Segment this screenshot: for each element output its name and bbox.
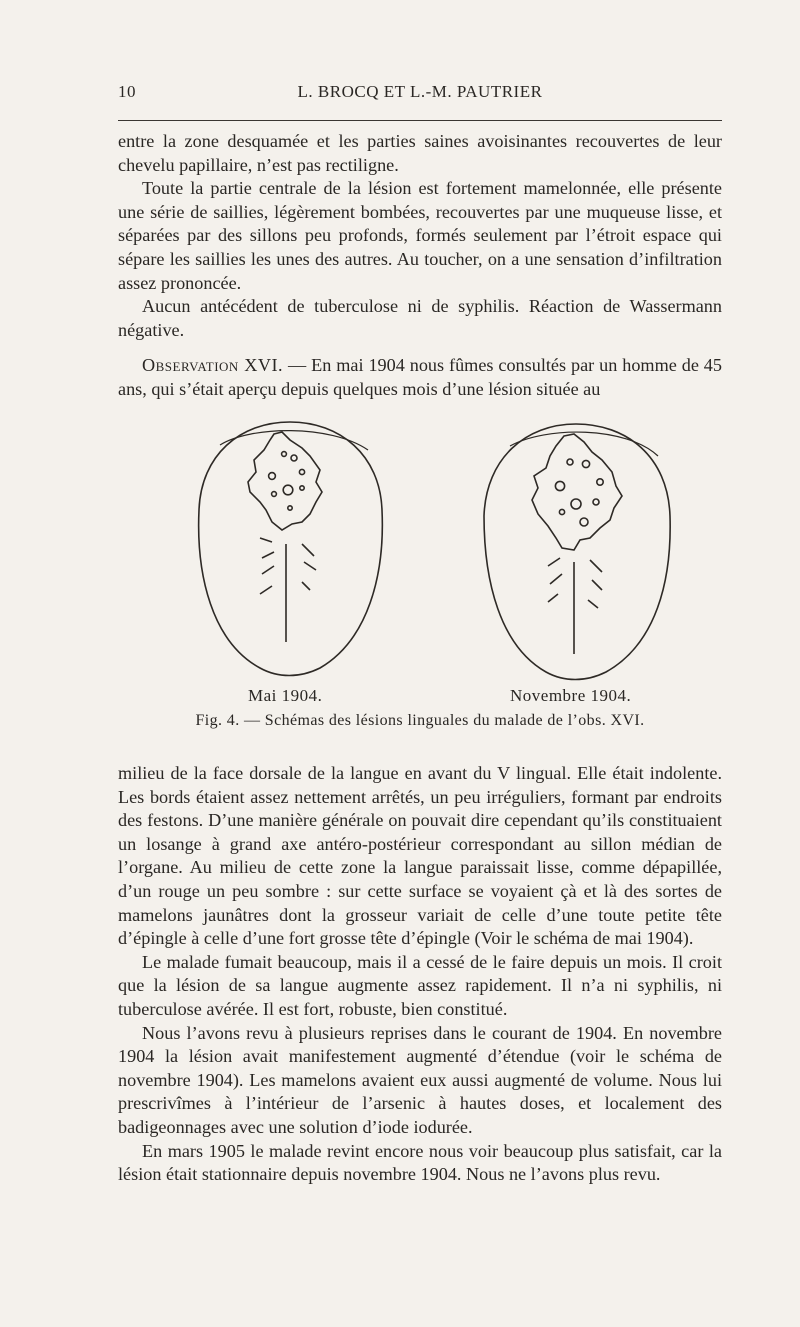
page-number: 10 [118,82,136,101]
paragraph: entre la zone desquamée et les parties saines avoisinantes recouvertes de leur chevelu papillaire, n’est pas rectiligne. [118,131,722,175]
paragraph: Toute la partie centrale de la lésion est fortement mamelonnée, elle présente une série de saillies, légèrement bombées, recouvertes par une muqueuse lisse, et séparées par des sillons peu profonds, formés seulement par l’étroit espace qui sépare les saillies les unes des autres. Au toucher, on a une sensation d’infiltration assez prononcée. [118,178,722,293]
paragraph: milieu de la face dorsale de la langue en avant du V lingual. Elle était indolente. Les bords étaient assez nettement arrêtés, un peu irréguliers, formant par endroits des festons. D’une manière générale on pouvait dire cependant qu’ils constituaient un losange à grand axe antéro-postérieur correspondant au sillon médian de l’organe. Au milieu de cette zone la langue paraissait lisse, comme dépapillée, d’un rouge un peu sombre : sur cette surface se voyaient çà et là des sortes de mamelons jaunâtres dont la grosseur variait de celle d’une toute petite tête d’épingle à celle d’une fort grosse tête d’épingle (Voir le schéma de mai 1904). [118,763,722,949]
tongue-schema-november [476,416,676,688]
header-rule [118,120,722,121]
running-title: L. BROCQ ET L.-M. PAUTRIER [297,82,543,101]
paragraph: En mars 1905 le malade revint encore nous voir beaucoup plus satisfait, car la lésion était stationnaire depuis novembre 1904. Nous ne l’avons plus revu. [118,1140,722,1185]
figure-label-may: Mai 1904. [248,686,323,705]
observation-paragraph [118,354,722,401]
paragraph: Aucun antécédent de tuberculose ni de syphilis. Réaction de Wassermann négative. [118,296,722,340]
page-header [118,76,722,106]
paragraph: Nous l’avons revu à plusieurs reprises dans le courant de 1904. En novembre 1904 la lésion avait manifestement augmenté d’étendue (voir le schéma de novembre 1904). Les mamelons avaient eux aussi augmenté de volume. Nous lui prescrivîmes à l’intérieur de l’arsenic à hautes doses, et localement des badigeonnages avec une solution d’iode iodurée. [118,1022,722,1137]
observation-label: Observation XVI. [142,355,284,376]
tongue-schema-may [190,410,390,682]
paragraph: Le malade fumait beaucoup, mais il a cessé de le faire depuis un mois. Il croit que la lésion de sa langue augmente assez rapidement. Il n’a ni syphilis, ni tuberculose avérée. Il est fort, robuste, bien constitué. [118,951,722,1019]
figure-tongue-schemas [180,410,670,710]
figure-label-november: Novembre 1904. [510,686,632,705]
observation-text: — En mai 1904 nous fûmes consultés par un homme de 45 ans, qui s’était aperçu depuis quelques mois d’une lésion située au [118,355,722,399]
body-text-bottom [118,762,722,1187]
body-text-top [118,130,722,402]
figure-caption: Fig. 4. — Schémas des lésions linguales du malade de l’obs. XVI. [195,712,645,729]
